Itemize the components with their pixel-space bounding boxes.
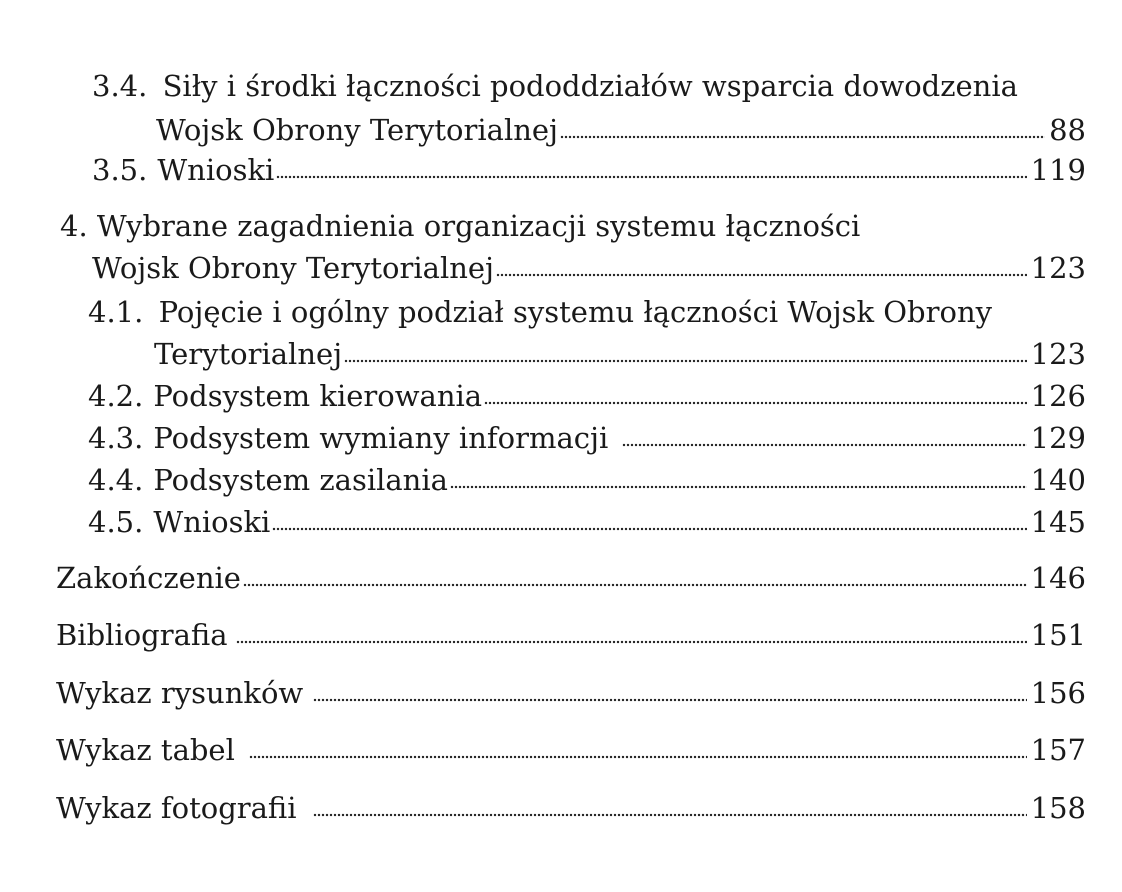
toc-title: Wnioski [157, 153, 275, 187]
toc-page-number: 151 [1030, 618, 1086, 652]
toc-title: Wybrane zagadnienia organizacji systemu łączności [96, 209, 861, 243]
toc-page-number: 156 [1030, 676, 1086, 710]
toc-entry-zakonczenie[interactable] [56, 560, 1086, 596]
toc-number: 4.3. [88, 421, 144, 455]
toc-entry-3-4-line1 [92, 68, 1018, 104]
toc-entry-4-1[interactable] [154, 336, 1086, 372]
dot-leader [560, 135, 1045, 139]
toc-page-number: 119 [1030, 153, 1086, 187]
toc-entry-wykaz-rysunkow[interactable] [56, 675, 1086, 711]
toc-title: Wykaz rysunków [56, 676, 304, 710]
toc-page-number: 88 [1049, 113, 1086, 147]
toc-page-number: 146 [1030, 561, 1086, 595]
dot-leader [313, 698, 1026, 702]
dot-leader [272, 527, 1026, 531]
dot-leader [249, 755, 1027, 759]
dot-leader [496, 273, 1027, 277]
toc-number: 3.5. [92, 153, 148, 187]
toc-title: Podsystem zasilania [153, 463, 448, 497]
toc-title: Wojsk Obrony Terytorialnej [156, 113, 559, 147]
toc-entry-4[interactable] [92, 250, 1086, 286]
dot-leader [243, 583, 1027, 587]
toc-entry-4-2[interactable] [88, 378, 1086, 414]
toc-entry-3-4[interactable] [156, 112, 1086, 148]
toc-page-number: 158 [1030, 791, 1086, 825]
dot-leader [622, 443, 1026, 447]
toc-title: Wojsk Obrony Terytorialnej [92, 251, 495, 285]
toc-page-number: 123 [1030, 337, 1086, 371]
toc-entry-3-5[interactable] [92, 152, 1086, 188]
toc-number: 4. [60, 209, 88, 243]
toc-title: Wykaz tabel [56, 733, 235, 767]
toc-title: Siły i środki łączności pododdziałów wsparcia dowodzenia [162, 69, 1018, 103]
toc-entry-bibliografia[interactable] [56, 617, 1086, 653]
toc-title: Podsystem kierowania [153, 379, 483, 413]
toc-title: Podsystem wymiany informacji [153, 421, 609, 455]
toc-title: Zakończenie [56, 561, 241, 595]
toc-page-number: 129 [1030, 421, 1086, 455]
toc-title: Wnioski [153, 505, 271, 539]
toc-entry-4-1-line1 [88, 294, 992, 330]
toc-entry-4-4[interactable] [88, 462, 1086, 498]
dot-leader [450, 485, 1027, 489]
toc-title: Wykaz fotografii [56, 791, 297, 825]
toc-page-number: 145 [1030, 505, 1086, 539]
toc-entry-wykaz-fotografii[interactable] [56, 790, 1086, 826]
toc-entry-4-3[interactable] [88, 420, 1086, 456]
toc-page-number: 126 [1030, 379, 1086, 413]
dot-leader [344, 359, 1026, 363]
toc-title: Bibliografia [56, 618, 228, 652]
toc-number: 3.4. [92, 69, 148, 103]
toc-entry-4-line1 [60, 208, 860, 244]
dot-leader [313, 813, 1027, 817]
toc-page-number: 123 [1030, 251, 1086, 285]
toc-number: 4.2. [88, 379, 144, 413]
toc-page-number: 140 [1030, 463, 1086, 497]
toc-title: Pojęcie i ogólny podział systemu łączności Wojsk Obrony [158, 295, 993, 329]
toc-entry-4-5[interactable] [88, 504, 1086, 540]
toc-title: Terytorialnej [154, 337, 343, 371]
toc-page-number: 157 [1030, 733, 1086, 767]
toc-number: 4.5. [88, 505, 144, 539]
dot-leader [236, 640, 1027, 644]
dot-leader [276, 175, 1026, 179]
toc-number: 4.1. [88, 295, 144, 329]
toc-number: 4.4. [88, 463, 144, 497]
dot-leader [484, 401, 1027, 405]
toc-entry-wykaz-tabel[interactable] [56, 732, 1086, 768]
